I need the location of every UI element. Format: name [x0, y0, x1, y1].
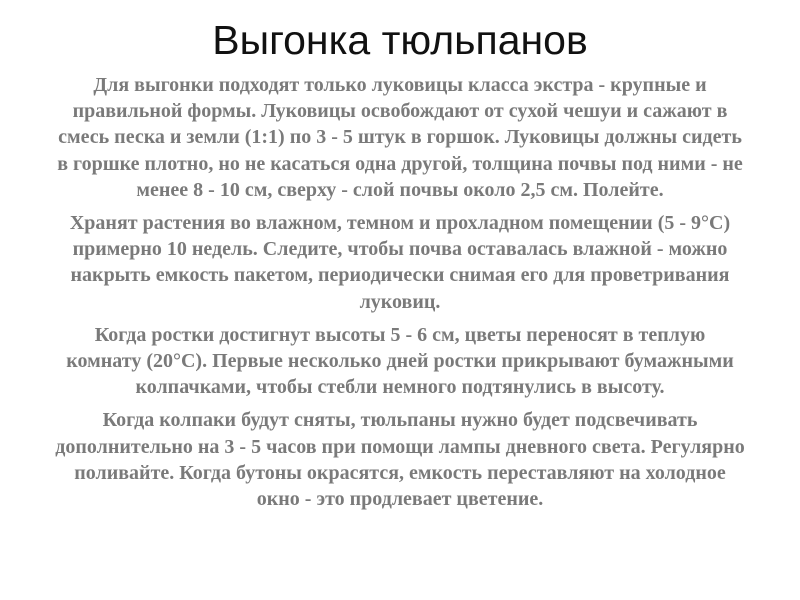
paragraph-lighting: Когда колпаки будут сняты, тюльпаны нужно будет подсвечивать дополнительно на 3 - 5 часов при помощи лампы дневного света. Регулярно поливайте. Когда бутоны окрасятся, емкость переставляют на холодное окно - это продлевает цветение. — [55, 409, 745, 511]
paragraph-sprouts: Когда ростки достигнут высоты 5 - 6 см, цветы переносят в теплую комнату (20°С). Первые несколько дней ростки прикрывают бумажными колпачками, чтобы стебли немного подтянулись в высоту. — [66, 323, 734, 399]
paragraph-storage: Хранят растения во влажном, темном и прохладном помещении (5 - 9°С) примерно 10 недель. Следите, чтобы почва оставалась влажной - можно накрыть емкость пакетом, периодически снимая его для проветривания луковиц. — [69, 212, 731, 313]
slide-body — [55, 72, 745, 519]
paragraph-bulb-selection: Для выгонки подходят только луковицы класса экстра - крупные и правильной формы. Луковицы освобождают от сухой чешуи и сажают в смесь песка и земли (1:1) по 3 - 5 штук в горшок. Луковицы должны сидеть в горшке плотно, но не касаться одна другой, толщина почвы под ними - не менее 8 - 10 см, сверху - слой почвы около 2,5 см. Полейте. — [57, 74, 743, 201]
slide-title: Выгонка тюльпанов — [212, 17, 588, 63]
